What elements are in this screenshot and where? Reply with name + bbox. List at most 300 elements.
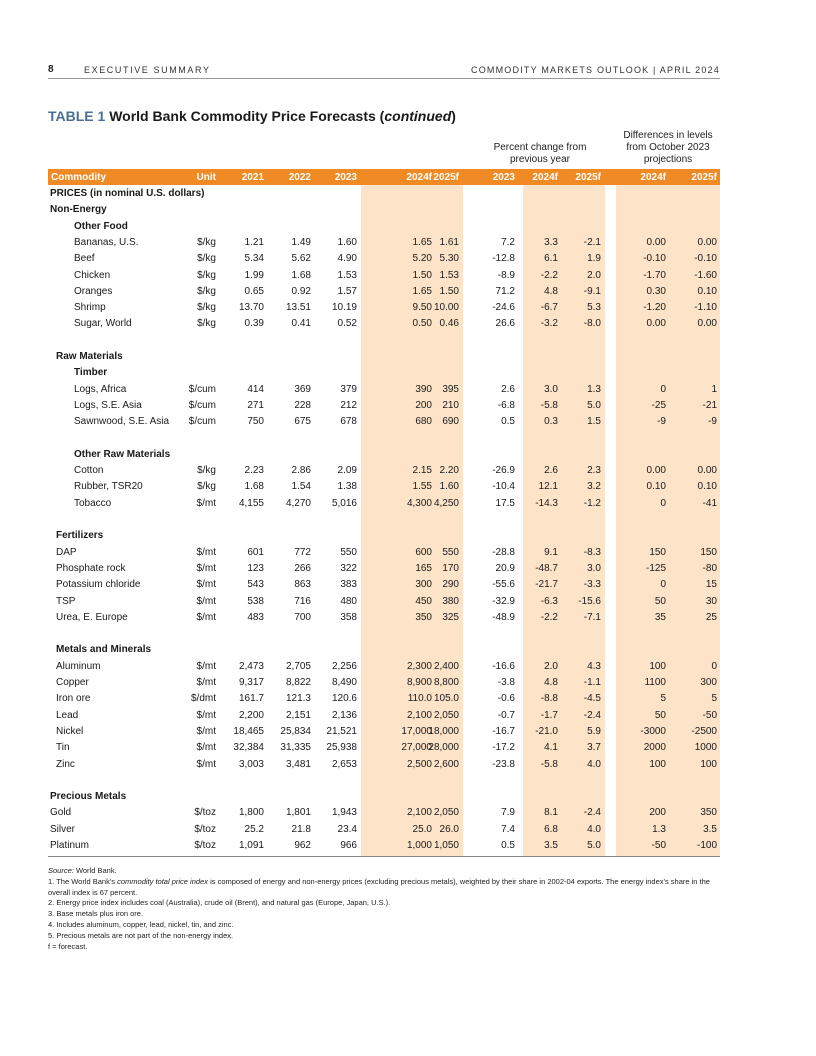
value-cell: 200 <box>649 807 666 819</box>
value-cell: 0 <box>660 497 666 509</box>
value-cell: 1.53 <box>439 269 459 281</box>
unit-cell: $/mt <box>196 709 216 721</box>
value-cell: -0.7 <box>497 709 515 721</box>
value-cell: 3.2 <box>587 481 601 493</box>
page-number: 8 <box>48 64 54 75</box>
commodity-name: Logs, Africa <box>74 383 127 395</box>
commodity-name: Sugar, World <box>74 318 132 330</box>
commodity-name: Tobacco <box>74 497 112 509</box>
value-cell: 2.6 <box>501 383 515 395</box>
value-cell: 13.70 <box>238 302 264 314</box>
value-cell: 26.6 <box>495 318 515 330</box>
value-cell: 3,481 <box>285 758 311 770</box>
section-heading-label: Other Food <box>74 220 128 232</box>
value-cell: 0 <box>711 660 717 672</box>
commodity-name: Potassium chloride <box>56 579 141 591</box>
table-bottom-rule <box>48 856 720 857</box>
value-cell: -28.8 <box>492 546 515 558</box>
value-cell: -55.6 <box>492 579 515 591</box>
unit-cell: $/mt <box>196 660 216 672</box>
value-cell: 550 <box>442 546 459 558</box>
value-cell: -2.4 <box>583 807 601 819</box>
value-cell: -4.5 <box>583 693 601 705</box>
value-cell: 772 <box>294 546 311 558</box>
value-cell: -6.8 <box>497 399 515 411</box>
commodity-name: Logs, S.E. Asia <box>74 399 142 411</box>
value-cell: -1.20 <box>643 302 666 314</box>
value-cell: 5.0 <box>587 840 601 851</box>
table-row <box>0 286 816 302</box>
value-cell: 1,943 <box>331 807 357 819</box>
value-cell: 601 <box>247 546 264 558</box>
unit-cell: $/mt <box>196 497 216 509</box>
value-cell: 325 <box>442 611 459 623</box>
value-cell: -2.2 <box>540 611 558 623</box>
value-cell: 266 <box>294 562 311 574</box>
value-cell: 32,384 <box>233 742 264 754</box>
value-cell: 25.0 <box>412 823 432 835</box>
value-cell: 4.8 <box>544 677 558 688</box>
value-cell: 5.34 <box>244 253 264 265</box>
value-cell: -48.9 <box>492 611 515 623</box>
value-cell: 2.09 <box>337 465 357 477</box>
value-cell: 1.68 <box>244 481 264 493</box>
column-header: 2023 <box>334 172 357 183</box>
value-cell: -41 <box>702 497 717 509</box>
value-cell: 1.60 <box>439 481 459 493</box>
table-spacer <box>0 335 816 351</box>
value-cell: 0.00 <box>646 318 666 330</box>
value-cell: -1.2 <box>583 497 601 509</box>
value-cell: -9 <box>657 416 666 428</box>
commodity-name: Beef <box>74 253 95 265</box>
value-cell: 100 <box>649 660 666 672</box>
note-3: 3. Base metals plus iron ore. <box>48 909 144 919</box>
value-cell: 1,000 <box>406 840 432 851</box>
value-cell: 7.9 <box>501 807 515 819</box>
value-cell: 2,473 <box>238 660 264 672</box>
unit-cell: $/mt <box>196 758 216 770</box>
value-cell: 538 <box>247 595 264 607</box>
value-cell: -8.0 <box>583 318 601 330</box>
value-cell: -1.60 <box>694 269 717 281</box>
table-section-heading <box>0 351 816 367</box>
value-cell: 300 <box>700 677 717 688</box>
column-header: 2021 <box>241 172 264 183</box>
value-cell: 110.0 <box>407 693 432 705</box>
value-cell: 0.41 <box>291 318 311 330</box>
table-section-heading <box>0 791 816 807</box>
unit-cell: $/mt <box>196 562 216 574</box>
value-cell: -6.3 <box>540 595 558 607</box>
table-row <box>0 612 816 628</box>
value-cell: -8.9 <box>497 269 515 281</box>
value-cell: -3000 <box>640 725 666 737</box>
value-cell: 8,900 <box>406 677 432 688</box>
value-cell: 5.62 <box>291 253 311 265</box>
table-spacer <box>0 433 816 449</box>
value-cell: -21.0 <box>535 725 558 737</box>
section-heading-label: Metals and Minerals <box>56 644 152 656</box>
value-cell: -2.1 <box>583 236 601 248</box>
table-row <box>0 563 816 579</box>
value-cell: -80 <box>702 562 717 574</box>
value-cell: 290 <box>442 579 459 591</box>
value-cell: 2.6 <box>544 465 558 477</box>
column-header: 2023 <box>492 172 515 183</box>
value-cell: 2,653 <box>331 758 357 770</box>
value-cell: 17.5 <box>495 497 515 509</box>
value-cell: 25 <box>705 611 717 623</box>
value-cell: -25 <box>651 399 666 411</box>
value-cell: 123 <box>247 562 264 574</box>
unit-cell: $/toz <box>194 840 216 851</box>
section-label: EXECUTIVE SUMMARY <box>84 65 211 75</box>
value-cell: 1,091 <box>238 840 264 851</box>
value-cell: 150 <box>649 546 666 558</box>
value-cell: 0.10 <box>697 481 717 493</box>
value-cell: 2,300 <box>406 660 432 672</box>
value-cell: 13.51 <box>285 302 311 314</box>
value-cell: -16.6 <box>492 660 515 672</box>
value-cell: 5 <box>711 693 717 705</box>
value-cell: 2,151 <box>285 709 311 721</box>
value-cell: 1100 <box>644 677 666 688</box>
value-cell: 4.0 <box>587 758 601 770</box>
unit-cell: $/kg <box>197 481 216 493</box>
value-cell: 8,800 <box>433 677 459 688</box>
value-cell: 414 <box>247 383 264 395</box>
value-cell: 0.39 <box>244 318 264 330</box>
value-cell: 9,317 <box>238 677 264 688</box>
value-cell: 962 <box>294 840 311 851</box>
value-cell: 6.1 <box>544 253 558 265</box>
column-header: 2025f <box>433 172 459 183</box>
value-cell: 1.54 <box>291 481 311 493</box>
value-cell: 0.5 <box>501 416 515 428</box>
value-cell: 210 <box>442 399 459 411</box>
value-cell: 2,050 <box>433 709 459 721</box>
value-cell: 50 <box>654 709 666 721</box>
value-cell: 0.10 <box>697 285 717 297</box>
commodity-name: Lead <box>56 709 79 721</box>
unit-cell: $/kg <box>197 285 216 297</box>
value-cell: -50 <box>702 709 717 721</box>
unit-cell: $/kg <box>197 253 216 265</box>
table-spacer <box>0 514 816 530</box>
value-cell: 31,335 <box>280 742 311 754</box>
value-cell: 4,300 <box>406 497 432 509</box>
value-cell: 379 <box>340 383 357 395</box>
value-cell: 25,938 <box>326 742 357 754</box>
value-cell: 1.3 <box>587 383 601 395</box>
value-cell: 2,050 <box>433 807 459 819</box>
value-cell: 28,000 <box>428 742 459 754</box>
value-cell: 20.9 <box>495 562 515 574</box>
unit-cell: $/dmt <box>190 693 216 705</box>
value-cell: 716 <box>294 595 311 607</box>
value-cell: 23.4 <box>337 823 357 835</box>
unit-cell: $/mt <box>196 725 216 737</box>
value-cell: 1 <box>711 383 717 395</box>
value-cell: 390 <box>415 383 432 395</box>
value-cell: 25.2 <box>244 823 264 835</box>
value-cell: 21,521 <box>326 725 357 737</box>
value-cell: -14.3 <box>535 497 558 509</box>
value-cell: 2,200 <box>238 709 264 721</box>
commodity-name: Phosphate rock <box>56 562 126 574</box>
unit-cell: $/kg <box>197 318 216 330</box>
value-cell: 0 <box>660 383 666 395</box>
value-cell: 2,500 <box>406 758 432 770</box>
value-cell: 25,834 <box>280 725 311 737</box>
page-header <box>48 64 720 79</box>
table-title-text: World Bank Commodity Price Forecasts <box>109 108 376 124</box>
value-cell: 863 <box>294 579 311 591</box>
value-cell: 121.3 <box>285 693 311 705</box>
value-cell: 543 <box>247 579 264 591</box>
value-cell: 228 <box>294 399 311 411</box>
note-5: 5. Precious metals are not part of the non-energy index. <box>48 930 234 940</box>
value-cell: 678 <box>340 416 357 428</box>
value-cell: 4.90 <box>337 253 357 265</box>
column-header: 2024f <box>640 172 666 183</box>
value-cell: 966 <box>340 840 357 851</box>
value-cell: 600 <box>415 546 432 558</box>
commodity-name: Silver <box>50 823 76 835</box>
value-cell: 3.3 <box>544 236 558 248</box>
value-cell: -21 <box>702 399 717 411</box>
section-heading-label: Fertilizers <box>56 530 104 542</box>
value-cell: 2000 <box>643 742 666 754</box>
value-cell: 0.00 <box>646 465 666 477</box>
value-cell: -9.1 <box>583 285 601 297</box>
unit-cell: $/kg <box>197 269 216 281</box>
value-cell: 1.55 <box>412 481 432 493</box>
note-2: 2. Energy price index includes coal (Australia), crude oil (Brent), and natural gas (Europe, Japan, U.S.). <box>48 898 391 908</box>
value-cell: -24.6 <box>492 302 515 314</box>
value-cell: 1.99 <box>244 269 264 281</box>
value-cell: 358 <box>340 611 357 623</box>
commodity-name: Platinum <box>50 840 89 851</box>
value-cell: 1.61 <box>439 236 459 248</box>
value-cell: 700 <box>294 611 311 623</box>
value-cell: 1.68 <box>291 269 311 281</box>
value-cell: 271 <box>247 399 264 411</box>
section-heading-label: PRICES (in nominal U.S. dollars) <box>50 188 205 199</box>
value-cell: 0.50 <box>412 318 432 330</box>
value-cell: 1.5 <box>587 416 601 428</box>
value-cell: 2.3 <box>587 465 601 477</box>
value-cell: -32.9 <box>492 595 515 607</box>
commodity-name: Aluminum <box>56 660 101 672</box>
unit-cell: $/mt <box>196 611 216 623</box>
value-cell: 18,000 <box>428 725 459 737</box>
value-cell: 2.0 <box>587 269 601 281</box>
value-cell: -3.8 <box>497 677 515 688</box>
table-row <box>0 759 816 775</box>
value-cell: -3.3 <box>583 579 601 591</box>
value-cell: 2,705 <box>285 660 311 672</box>
section-heading-label: Raw Materials <box>56 351 123 362</box>
commodity-name: Cotton <box>74 465 104 477</box>
value-cell: 1.50 <box>412 269 432 281</box>
commodity-name: DAP <box>56 546 77 558</box>
value-cell: 120.6 <box>331 693 357 705</box>
value-cell: 1.60 <box>337 236 357 248</box>
value-cell: 3.0 <box>544 383 558 395</box>
value-cell: -48.7 <box>535 562 558 574</box>
value-cell: 4,250 <box>433 497 459 509</box>
commodity-name: Sawnwood, S.E. Asia <box>74 416 170 428</box>
unit-cell: $/mt <box>196 546 216 558</box>
value-cell: 8.1 <box>544 807 558 819</box>
value-cell: 30 <box>705 595 717 607</box>
value-cell: 1000 <box>694 742 717 754</box>
value-cell: 1,800 <box>238 807 264 819</box>
value-cell: 1.57 <box>337 285 357 297</box>
column-header: 2024f <box>532 172 558 183</box>
value-cell: 5.20 <box>412 253 432 265</box>
value-cell: 170 <box>442 562 459 574</box>
value-cell: 212 <box>340 399 357 411</box>
value-cell: -125 <box>645 562 666 574</box>
commodity-name: TSP <box>56 595 76 607</box>
value-cell: -1.7 <box>540 709 558 721</box>
value-cell: 9.1 <box>544 546 558 558</box>
value-cell: 3.0 <box>587 562 601 574</box>
commodity-name: Urea, E. Europe <box>56 611 128 623</box>
unit-cell: $/kg <box>197 302 216 314</box>
table-row <box>0 677 816 693</box>
section-heading-label: Timber <box>74 367 108 379</box>
column-header: 2024f <box>406 172 432 183</box>
commodity-name: Shrimp <box>74 302 106 314</box>
value-cell: 483 <box>247 611 264 623</box>
value-cell: 2,600 <box>433 758 459 770</box>
unit-cell: $/mt <box>196 742 216 754</box>
value-cell: 4,155 <box>238 497 264 509</box>
commodity-name: Zinc <box>56 758 75 770</box>
note-6: f = forecast. <box>48 941 88 951</box>
value-cell: -0.10 <box>643 253 666 265</box>
table-spacer <box>0 775 816 791</box>
source-note: Source: World Bank. <box>48 866 117 875</box>
value-cell: 15 <box>705 579 717 591</box>
value-cell: -23.8 <box>492 758 515 770</box>
value-cell: 480 <box>340 595 357 607</box>
value-cell: -2.2 <box>540 269 558 281</box>
value-cell: 1.3 <box>652 823 666 835</box>
value-cell: 4.0 <box>587 823 601 835</box>
value-cell: 2.20 <box>439 465 459 477</box>
report-label: COMMODITY MARKETS OUTLOOK | APRIL 2024 <box>471 65 720 75</box>
commodity-name: Bananas, U.S. <box>74 236 139 248</box>
value-cell: 4.3 <box>587 660 601 672</box>
table-section-heading <box>0 530 816 546</box>
column-header-bar <box>48 169 720 185</box>
value-cell: 1.50 <box>439 285 459 297</box>
value-cell: -1.70 <box>643 269 666 281</box>
value-cell: 21.8 <box>291 823 311 835</box>
value-cell: 2,256 <box>331 660 357 672</box>
value-cell: -16.7 <box>492 725 515 737</box>
table-row <box>0 465 816 481</box>
table-row <box>0 824 816 840</box>
differences-header: Differences in levels from October 2023 projections <box>623 130 713 165</box>
table-row <box>0 547 816 563</box>
value-cell: 8,822 <box>285 677 311 688</box>
value-cell: 4.1 <box>544 742 558 754</box>
value-cell: 5,016 <box>331 497 357 509</box>
value-cell: 2,100 <box>406 807 432 819</box>
value-cell: 1.65 <box>412 285 432 297</box>
table-row <box>0 400 816 416</box>
table-notes <box>48 866 720 952</box>
value-cell: 450 <box>415 595 432 607</box>
table-section-heading <box>0 188 816 204</box>
value-cell: -100 <box>696 840 717 851</box>
table-row <box>0 253 816 269</box>
value-cell: -2500 <box>691 725 717 737</box>
column-header: 2022 <box>288 172 311 183</box>
section-heading-label: Other Raw Materials <box>74 448 171 460</box>
value-cell: -2.4 <box>583 709 601 721</box>
unit-cell: $/cum <box>188 399 216 411</box>
value-cell: 369 <box>294 383 311 395</box>
value-cell: 5.9 <box>587 725 601 737</box>
value-cell: -3.2 <box>540 318 558 330</box>
value-cell: 1.53 <box>337 269 357 281</box>
note-1: 1. The World Bank's commodity total price index is composed of energy and non-energy prices (excluding precious metals), weighted by their share in 2002-04 exports. The energy index's share in the overall index is 67 percent. <box>48 876 710 897</box>
column-header: Commodity <box>51 172 106 183</box>
table-row <box>0 302 816 318</box>
table-row <box>0 481 816 497</box>
value-cell: 690 <box>442 416 459 428</box>
value-cell: 322 <box>340 562 357 574</box>
value-cell: 18,465 <box>233 725 264 737</box>
table-row <box>0 579 816 595</box>
commodity-name: Rubber, TSR20 <box>74 481 143 493</box>
value-cell: 71.2 <box>495 285 515 297</box>
table-row <box>0 498 816 514</box>
value-cell: 0.10 <box>646 481 666 493</box>
unit-cell: $/mt <box>196 677 216 688</box>
value-cell: -9 <box>708 416 717 428</box>
section-heading-label: Non-Energy <box>50 204 107 216</box>
value-cell: 0.5 <box>501 840 515 851</box>
value-cell: 300 <box>415 579 432 591</box>
value-cell: 0.30 <box>646 285 666 297</box>
commodity-name: Nickel <box>56 725 84 737</box>
section-heading-label: Precious Metals <box>50 791 127 803</box>
table-row <box>0 416 816 432</box>
unit-cell: $/toz <box>194 807 216 819</box>
value-cell: 8,490 <box>331 677 357 688</box>
value-cell: 0.65 <box>244 285 264 297</box>
value-cell: 3.5 <box>544 840 558 851</box>
column-header: 2025f <box>691 172 717 183</box>
value-cell: -26.9 <box>492 465 515 477</box>
value-cell: 10.00 <box>433 302 459 314</box>
value-cell: 0.92 <box>291 285 311 297</box>
value-cell: 50 <box>654 595 666 607</box>
value-cell: 4.8 <box>544 285 558 297</box>
commodity-name: Chicken <box>74 269 111 281</box>
value-cell: 9.50 <box>412 302 432 314</box>
unit-cell: $/cum <box>188 383 216 395</box>
value-cell: 0.00 <box>646 236 666 248</box>
